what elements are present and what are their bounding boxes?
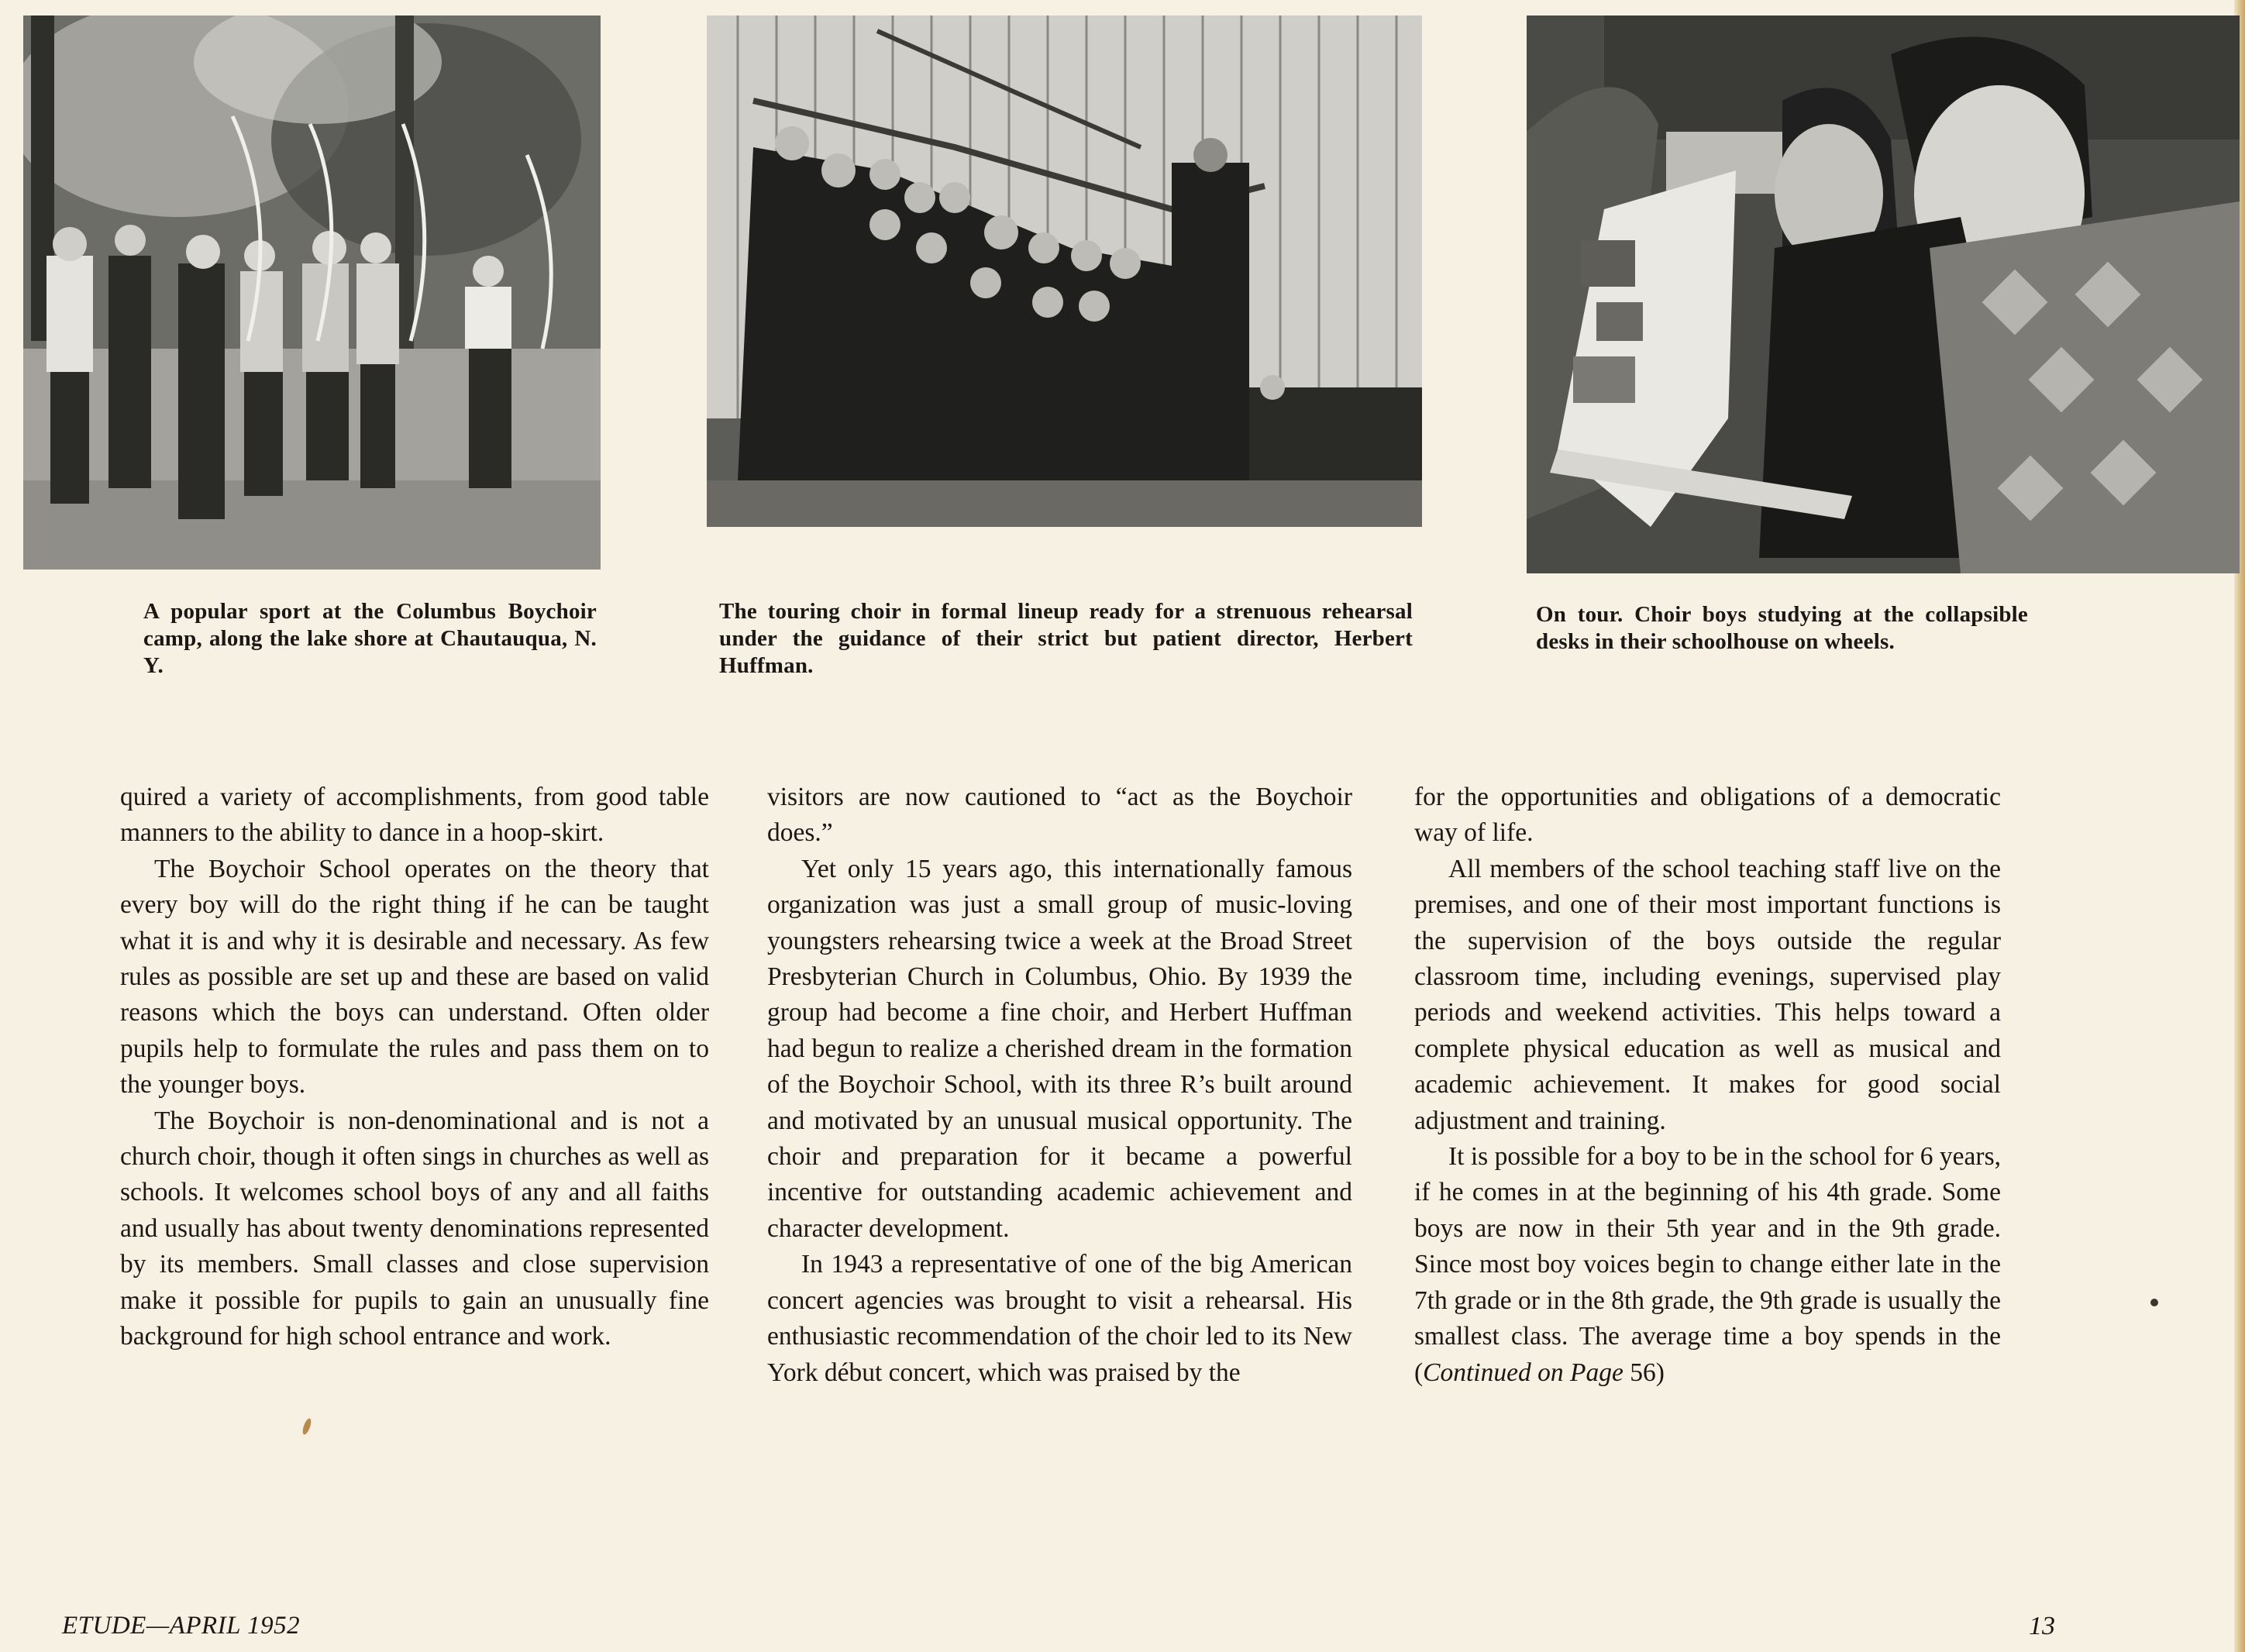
publication-footer: ETUDE—APRIL 1952 [62, 1612, 301, 1640]
continuation-open-paren: ( [1414, 1358, 1424, 1387]
caption-choir: The touring choir in formal lineup ready for a strenuous rehearsal under the guidance of their strict but patient director, Herbert Huffman. [719, 599, 1413, 678]
paragraph: for the opportunities and obligations of a democratic way of life. [1414, 783, 2001, 848]
choir-photo-illustration [707, 15, 1422, 527]
paragraph-text: It is possible for a boy to be in the school for 6 years, if he comes in at the beginning of his 4th grade. Some boys are now in their 5th year and in the 9th grade. Since most boy voices begin to change either late in the 7th grade or in the 8th grade, the 9th grade is usually the smallest class. The average time a boy spends in the [1414, 1142, 2001, 1351]
archery-photo-illustration [23, 15, 601, 570]
article-column-2 [767, 780, 1352, 1391]
page-number: 13 [2029, 1612, 2055, 1640]
paragraph: Yet only 15 years ago, this internationally famous organization was just a small group of music-loving youngsters rehearsing twice a week at the Broad Street Presbyterian Church in Columbus, Ohio. By 1939 the group had become a fine choir, and Herbert Huffman had begun to realize a cherished dream in the formation of the Boychoir School, with its three R’s built around and motivated by an unusual musical opportunity. The choir and preparation for it became a powerful incentive for outstanding academic achievement and character development. [767, 854, 1352, 1243]
paragraph: The Boychoir is non-denominational and is not a church choir, though it often sings in churches as well as schools. It welcomes school boys of any and all faiths and usually has about twenty denominations represented by its members. Small classes and close supervision make it possible for pupils to gain an unusually fine background for high school entrance and work. [120, 1106, 709, 1351]
continuation-close-paren: ) [1655, 1358, 1665, 1387]
photo-choir [707, 15, 1422, 527]
photo-archery [23, 15, 601, 570]
continuation-link[interactable] [1414, 1358, 1665, 1387]
paper-speck [2150, 1299, 2158, 1306]
photo-study [1527, 15, 2240, 573]
caption-archery: A popular sport at the Columbus Boychoir camp, along the lake shore at Chautauqua, N. Y. [143, 599, 597, 678]
article-column-1 [120, 780, 709, 1355]
study-photo-illustration [1527, 15, 2240, 573]
caption-study: On tour. Choir boys studying at the collapsible desks in their schoolhouse on wheels. [1536, 602, 2028, 654]
paragraph: The Boychoir School operates on the theory that every boy will do the right thing if he can be taught what it is and why it is desirable and necessary. As few rules as possible are set up and these are based on valid reasons which the boys can understand. Often older pupils help to formulate the rules and pass them on to the younger boys. [120, 854, 709, 1100]
paragraph: quired a variety of accomplishments, from good table manners to the ability to dance in a hoop-skirt. [120, 783, 709, 848]
paragraph [1414, 1139, 2001, 1391]
continuation-page: 56 [1630, 1358, 1656, 1387]
paragraph: visitors are now cautioned to “act as the Boychoir does.” [767, 783, 1352, 848]
paragraph: All members of the school teaching staff live on the premises, and one of their most important functions is the supervision of the boys outside the regular classroom time, including evenings, supervised play periods and weekend activities. This helps toward a complete physical education as well as musical and academic achievement. It makes for good social adjustment and training. [1414, 854, 2001, 1135]
paragraph: In 1943 a representative of one of the big American concert agencies was brought to visit a rehearsal. His enthusiastic recommendation of the choir led to its New York début concert, which was praised by the [767, 1250, 1352, 1387]
paper-stain [301, 1417, 312, 1435]
article-column-3 [1414, 780, 2001, 1391]
continuation-label: Continued on Page [1423, 1358, 1623, 1387]
